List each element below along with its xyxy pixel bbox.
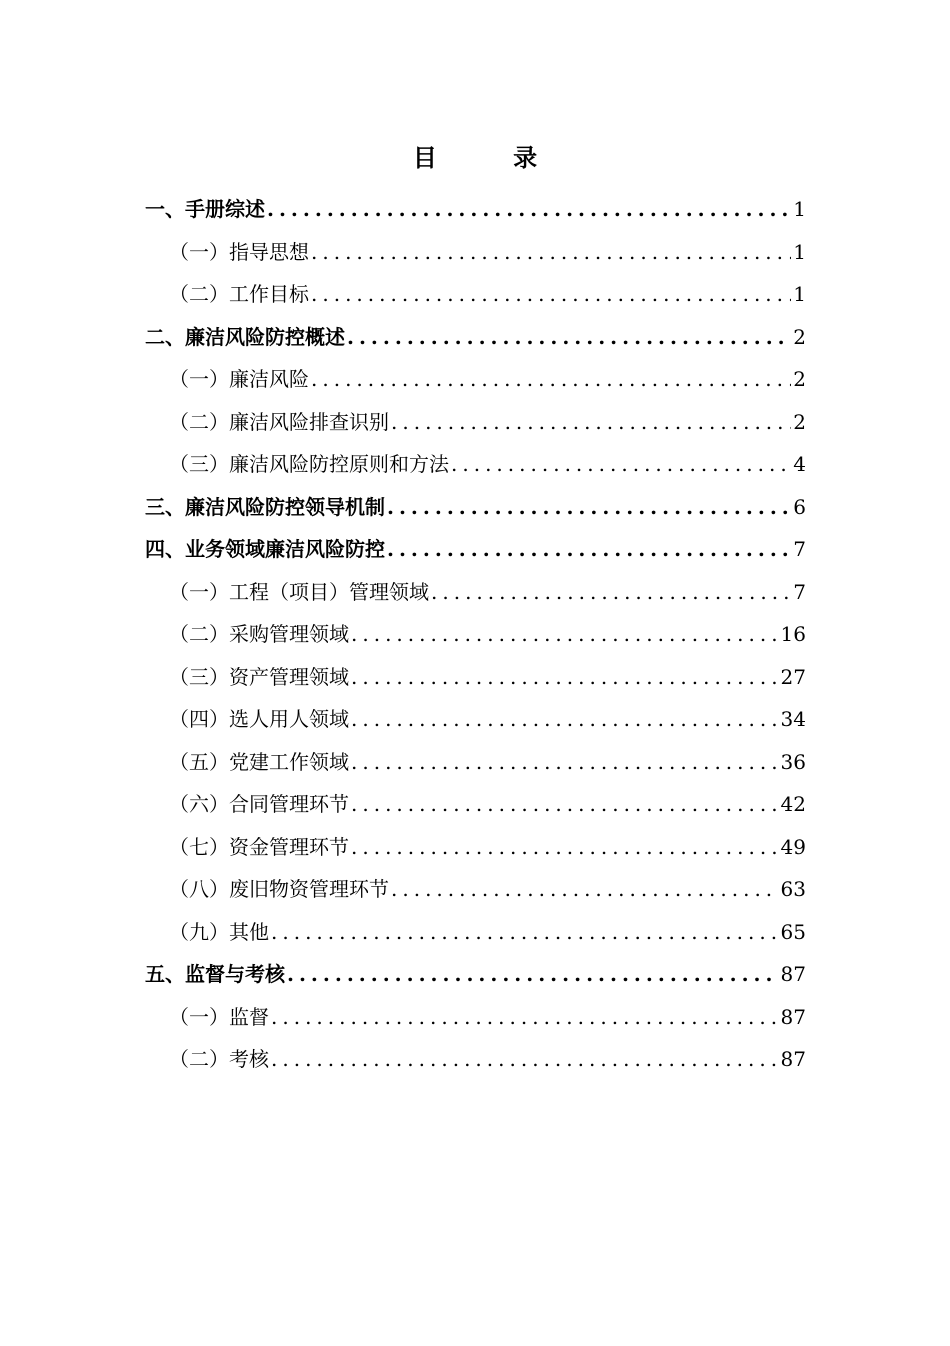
toc-entry[interactable]	[145, 783, 806, 826]
toc-entry-label: 四、业务领域廉洁风险防控	[145, 537, 385, 561]
toc-entry[interactable]	[145, 231, 806, 274]
toc-entry[interactable]	[145, 188, 806, 231]
toc-page-number: 65	[780, 919, 806, 944]
toc-entry-label: （九）其他	[169, 919, 269, 944]
toc-entry-label: 一、手册综述	[145, 197, 265, 221]
toc-entry[interactable]	[145, 741, 806, 784]
toc-dot-leader	[267, 188, 791, 231]
toc-entry[interactable]	[145, 528, 806, 571]
toc-entry-label: （二）工作目标	[169, 282, 309, 306]
toc-dot-leader	[311, 273, 791, 316]
toc-dot-leader	[311, 231, 791, 274]
toc-entry-label: （二）廉洁风险排查识别	[169, 409, 389, 434]
toc-entry-label: （五）党建工作领域	[169, 749, 349, 774]
toc-page-number: 1	[793, 197, 806, 221]
toc-entry[interactable]	[145, 1038, 806, 1081]
toc-page-number: 36	[780, 749, 806, 774]
toc-dot-leader	[387, 528, 791, 571]
toc-page-number: 87	[780, 1004, 806, 1029]
table-of-contents	[145, 188, 806, 1081]
toc-page-number: 7	[793, 537, 806, 561]
toc-dot-leader	[351, 741, 779, 784]
toc-dot-leader	[271, 911, 779, 954]
toc-entry-label: （八）废旧物资管理环节	[169, 877, 389, 901]
toc-page-number: 6	[793, 494, 806, 519]
toc-entry[interactable]	[145, 401, 806, 444]
toc-page-number: 1	[793, 282, 806, 306]
toc-entry-label: （二）采购管理领域	[169, 622, 349, 646]
toc-entry[interactable]	[145, 996, 806, 1039]
toc-page-number: 2	[793, 409, 806, 434]
toc-entry-label: （一）监督	[169, 1004, 269, 1029]
toc-page-number: 87	[780, 1047, 806, 1071]
toc-dot-leader	[431, 571, 791, 614]
toc-page-number: 49	[780, 834, 806, 859]
toc-entry[interactable]	[145, 868, 806, 911]
toc-page-number: 7	[793, 579, 806, 604]
toc-dot-leader	[387, 486, 791, 529]
toc-entry-label: （一）指导思想	[169, 239, 309, 264]
toc-page-number: 34	[780, 707, 806, 731]
toc-entry[interactable]	[145, 316, 806, 359]
toc-entry-label: （一）廉洁风险	[169, 367, 309, 391]
toc-dot-leader	[391, 401, 791, 444]
toc-page-number: 4	[793, 452, 806, 476]
toc-page-number: 16	[780, 622, 806, 646]
toc-dot-leader	[311, 358, 791, 401]
toc-entry[interactable]	[145, 698, 806, 741]
toc-dot-leader	[351, 783, 779, 826]
toc-page-number: 42	[780, 792, 806, 816]
toc-entry-label: 五、监督与考核	[145, 962, 285, 986]
toc-entry-label: （三）资产管理领域	[169, 664, 349, 689]
toc-dot-leader	[451, 443, 791, 486]
toc-dot-leader	[351, 826, 779, 869]
toc-dot-leader	[391, 868, 779, 911]
toc-page-number: 2	[793, 367, 806, 391]
toc-page-number: 1	[793, 239, 806, 264]
toc-dot-leader	[351, 656, 779, 699]
toc-entry[interactable]	[145, 953, 806, 996]
toc-entry-label: （一）工程（项目）管理领域	[169, 579, 429, 604]
toc-dot-leader	[271, 1038, 779, 1081]
toc-entry-label: （七）资金管理环节	[169, 834, 349, 859]
toc-entry[interactable]	[145, 358, 806, 401]
toc-page-number: 87	[780, 962, 806, 986]
toc-dot-leader	[351, 613, 779, 656]
toc-entry[interactable]	[145, 273, 806, 316]
toc-entry-label: 三、廉洁风险防控领导机制	[145, 494, 385, 519]
toc-entry[interactable]	[145, 826, 806, 869]
toc-page-number: 63	[780, 877, 806, 901]
toc-dot-leader	[347, 316, 791, 359]
toc-entry-label: 二、廉洁风险防控概述	[145, 324, 345, 349]
toc-entry[interactable]	[145, 443, 806, 486]
toc-entry[interactable]	[145, 571, 806, 614]
toc-entry[interactable]	[145, 911, 806, 954]
toc-entry-label: （三）廉洁风险防控原则和方法	[169, 452, 449, 476]
toc-page-number: 27	[780, 664, 806, 689]
toc-dot-leader	[271, 996, 779, 1039]
toc-page-number: 2	[793, 324, 806, 349]
toc-entry[interactable]	[145, 486, 806, 529]
toc-entry[interactable]	[145, 656, 806, 699]
toc-dot-leader	[351, 698, 779, 741]
toc-dot-leader	[287, 953, 779, 996]
toc-entry[interactable]	[145, 613, 806, 656]
toc-entry-label: （四）选人用人领域	[169, 707, 349, 731]
toc-entry-label: （二）考核	[169, 1047, 269, 1071]
toc-title: 目 录	[412, 143, 572, 172]
toc-entry-label: （六）合同管理环节	[169, 792, 349, 816]
